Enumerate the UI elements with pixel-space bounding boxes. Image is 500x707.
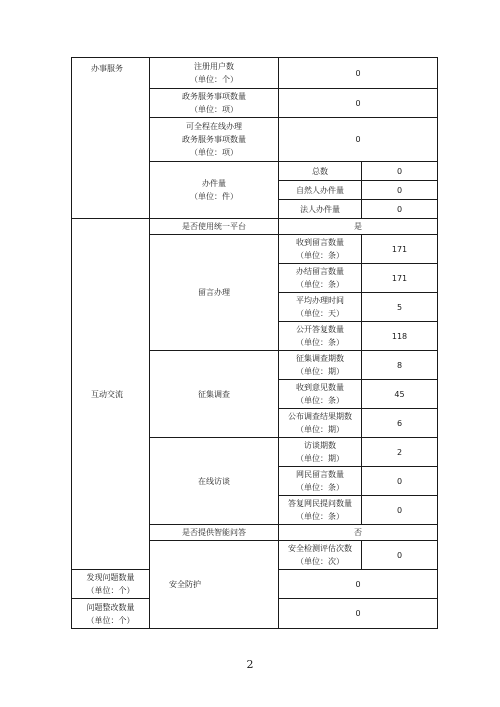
value-issues-found: 0 [279, 570, 438, 599]
value-unified-platform: 是 [279, 219, 438, 235]
label-interview-periods: 访谈期数 （单位：期） [279, 438, 362, 467]
label-avg-handling-time: 平均办理时间 （单位：天） [279, 293, 362, 322]
value-online-service-items: 0 [279, 118, 438, 162]
label-netizen-messages: 网民留言数量 （单位：条） [279, 467, 362, 496]
value-public-replies: 118 [362, 322, 438, 351]
label-registered-users: 注册用户数 （单位：个） [150, 58, 279, 89]
label-case-legal-person: 法人办件量 [279, 200, 362, 219]
value-survey-periods: 8 [362, 351, 438, 380]
value-interview-periods: 2 [362, 438, 438, 467]
page-number: 2 [246, 658, 254, 671]
label-survey-results-published: 公布调查结果期数 （单位：期） [279, 409, 362, 438]
value-netizen-questions-answered: 0 [362, 496, 438, 525]
label-issues-found: 发现问题数量 （单位：个） [72, 570, 150, 599]
label-case-natural-person: 自然人办件量 [279, 181, 362, 200]
table-row [72, 219, 438, 235]
value-smart-qa: 否 [279, 525, 438, 541]
value-survey-results-published: 6 [362, 409, 438, 438]
section-interaction-title: 互动交流 [72, 219, 150, 570]
value-avg-handling-time: 5 [362, 293, 438, 322]
label-issues-fixed: 问题整改数量 （单位：个） [72, 599, 150, 629]
label-security-assessments: 安全检测评估次数 （单位：次） [279, 541, 362, 570]
label-netizen-questions-answered: 答复网民提问数量 （单位：条） [279, 496, 362, 525]
label-online-interview: 在线访谈 [150, 438, 279, 525]
label-survey: 征集调查 [150, 351, 279, 438]
value-registered-users: 0 [279, 58, 438, 89]
value-messages-received: 171 [362, 235, 438, 264]
table-row [72, 58, 438, 89]
label-messages-received: 收到留言数量 （单位：条） [279, 235, 362, 264]
value-case-legal-person: 0 [362, 200, 438, 219]
label-message-handling: 留言办理 [150, 235, 279, 351]
label-case-total: 总数 [279, 162, 362, 181]
section-service-title: 办事服务 [72, 58, 150, 219]
value-security-assessments: 0 [362, 541, 438, 570]
label-public-replies: 公开答复数量 （单位：条） [279, 322, 362, 351]
label-online-service-items: 可全程在线办理 政务服务事项数量 （单位：项） [150, 118, 279, 162]
label-opinions-received: 收到意见数量 （单位：条） [279, 380, 362, 409]
value-issues-fixed: 0 [279, 599, 438, 629]
section-security-title: 安全防护 [150, 541, 279, 629]
label-case-volume: 办件量 （单位：件） [150, 162, 279, 219]
label-unified-platform: 是否使用统一平台 [150, 219, 279, 235]
label-service-items: 政务服务事项数量 （单位：项） [150, 89, 279, 118]
value-netizen-messages: 0 [362, 467, 438, 496]
government-website-stats-table [71, 57, 438, 629]
value-opinions-received: 45 [362, 380, 438, 409]
label-survey-periods: 征集调查期数 （单位：期） [279, 351, 362, 380]
value-case-total: 0 [362, 162, 438, 181]
value-service-items: 0 [279, 89, 438, 118]
label-smart-qa: 是否提供智能问答 [150, 525, 279, 541]
value-case-natural-person: 0 [362, 181, 438, 200]
label-messages-closed: 办结留言数量 （单位：条） [279, 264, 362, 293]
value-messages-closed: 171 [362, 264, 438, 293]
